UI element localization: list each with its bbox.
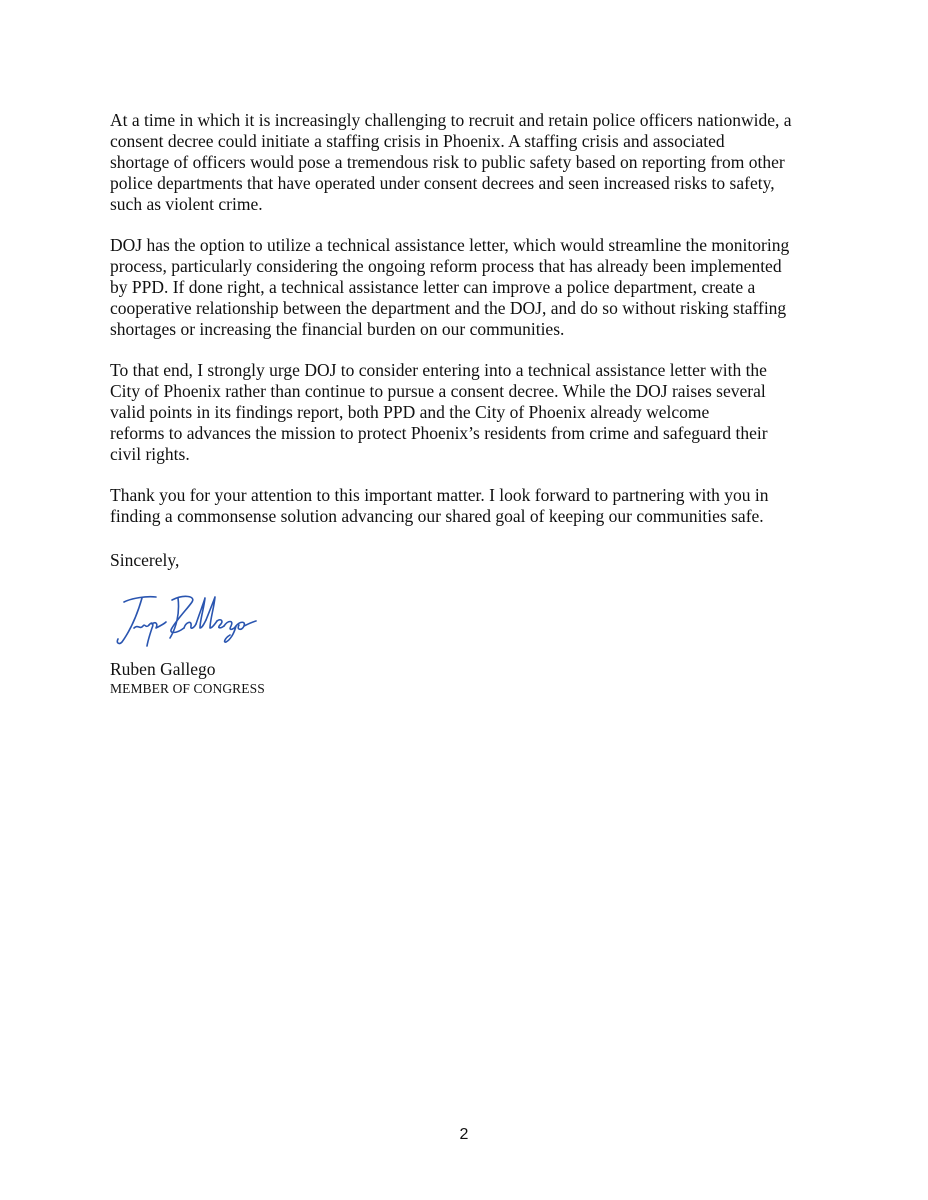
paragraph-line: reforms to advances the mission to protect Phoenix’s residents from crime and safeguard their bbox=[110, 423, 768, 443]
paragraph-line: such as violent crime. bbox=[110, 194, 263, 214]
handwritten-signature bbox=[112, 588, 272, 650]
paragraph-line: Thank you for your attention to this important matter. I look forward to partnering with you in bbox=[110, 485, 769, 505]
closing-salutation: Sincerely, bbox=[110, 550, 180, 570]
body-paragraph-3 bbox=[110, 360, 822, 465]
page-number: 2 bbox=[459, 1126, 469, 1143]
body-paragraph-1 bbox=[110, 110, 822, 215]
paragraph-line: To that end, I strongly urge DOJ to consider entering into a technical assistance letter with the bbox=[110, 360, 767, 380]
body-paragraph-2 bbox=[110, 235, 822, 340]
signer-title: MEMBER OF CONGRESS bbox=[110, 681, 265, 696]
paragraph-line: DOJ has the option to utilize a technical assistance letter, which would streamline the monitoring bbox=[110, 235, 790, 255]
paragraph-line: cooperative relationship between the department and the DOJ, and do so without risking staffing bbox=[110, 298, 787, 318]
paragraph-line: consent decree could initiate a staffing crisis in Phoenix. A staffing crisis and associated bbox=[110, 131, 725, 151]
body-paragraph-4 bbox=[110, 485, 822, 527]
paragraph-line: shortages or increasing the financial burden on our communities. bbox=[110, 319, 565, 339]
letter-body bbox=[110, 110, 822, 547]
paragraph-line: shortage of officers would pose a tremendous risk to public safety based on reporting from other bbox=[110, 152, 785, 172]
paragraph-line: process, particularly considering the ongoing reform process that has already been implemented bbox=[110, 256, 782, 276]
signer-name: Ruben Gallego bbox=[110, 659, 216, 679]
paragraph-line: finding a commonsense solution advancing our shared goal of keeping our communities safe. bbox=[110, 506, 764, 526]
paragraph-line: police departments that have operated under consent decrees and seen increased risks to safety, bbox=[110, 173, 775, 193]
paragraph-line: City of Phoenix rather than continue to pursue a consent decree. While the DOJ raises several bbox=[110, 381, 766, 401]
paragraph-line: civil rights. bbox=[110, 444, 190, 464]
paragraph-line: by PPD. If done right, a technical assistance letter can improve a police department, create a bbox=[110, 277, 756, 297]
paragraph-line: At a time in which it is increasingly challenging to recruit and retain police officers nationwide, a bbox=[110, 110, 792, 130]
paragraph-line: valid points in its findings report, both PPD and the City of Phoenix already welcome bbox=[110, 402, 710, 422]
